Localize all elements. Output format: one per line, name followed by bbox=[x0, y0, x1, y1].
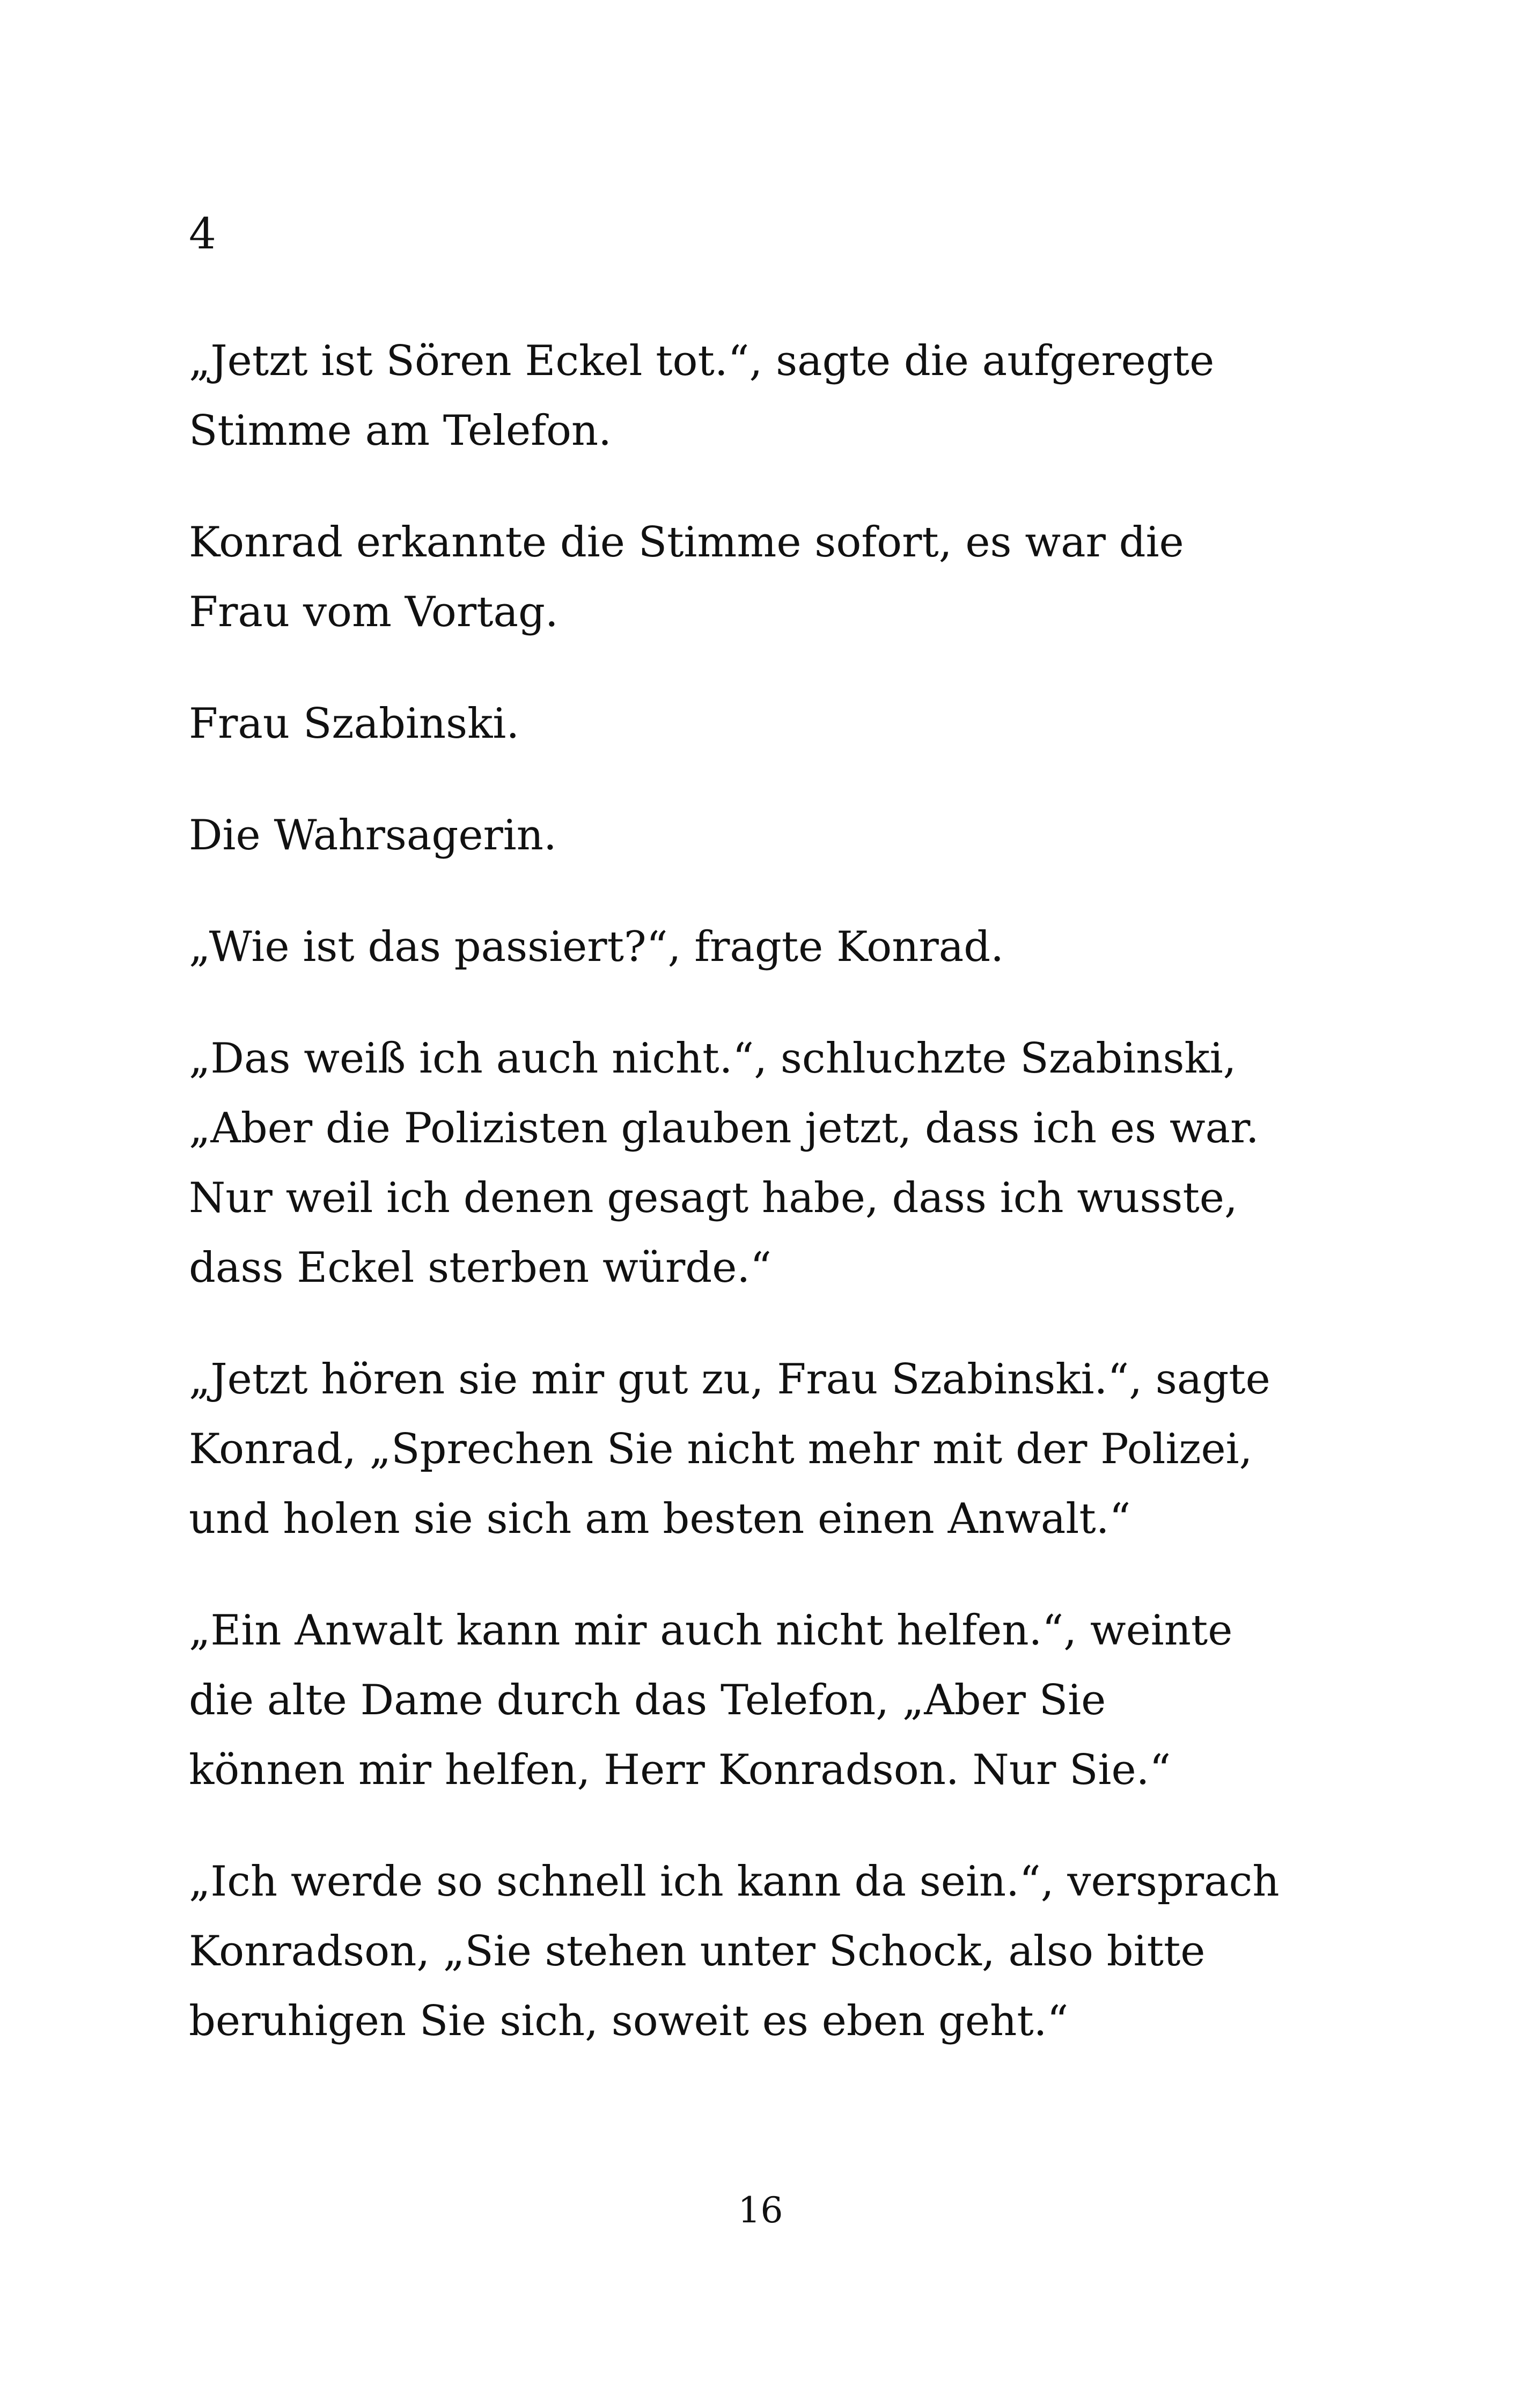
paragraph bbox=[189, 689, 1369, 759]
page-number: 16 bbox=[738, 2190, 783, 2231]
text-line: die alte Dame durch das Telefon, „Aber Sie bbox=[189, 1676, 1106, 1724]
chapter-number: 4 bbox=[189, 209, 216, 259]
page-text bbox=[189, 209, 1369, 2098]
text-line: Nur weil ich denen gesagt habe, dass ich wusste, bbox=[189, 1174, 1238, 1222]
text-line: beruhigen Sie sich, soweit es eben geht.“ bbox=[189, 1997, 1069, 2045]
text-line: Frau vom Vortag. bbox=[189, 588, 559, 636]
paragraph bbox=[189, 326, 1369, 466]
text-line: „Jetzt ist Sören Eckel tot.“, sagte die aufgeregte bbox=[189, 337, 1215, 385]
text-line: „Das weiß ich auch nicht.“, schluchzte Szabinski, bbox=[189, 1034, 1237, 1083]
paragraph bbox=[189, 1345, 1369, 1554]
paragraph bbox=[189, 508, 1369, 647]
text-line: und holen sie sich am besten einen Anwalt.“ bbox=[189, 1495, 1131, 1543]
text-line: können mir helfen, Herr Konradson. Nur Sie.“ bbox=[189, 1746, 1171, 1794]
text-line: Stimme am Telefon. bbox=[189, 407, 612, 455]
text-line: Frau Szabinski. bbox=[189, 700, 520, 748]
text-line: Konrad, „Sprechen Sie nicht mehr mit der Polizei, bbox=[189, 1425, 1253, 1473]
paragraph bbox=[189, 912, 1369, 982]
text-line: dass Eckel sterben würde.“ bbox=[189, 1244, 772, 1292]
text-line: Die Wahrsagerin. bbox=[189, 811, 557, 860]
paragraph bbox=[189, 1847, 1369, 2056]
text-line: Konradson, „Sie stehen unter Schock, also bitte bbox=[189, 1927, 1206, 1976]
text-line: „Jetzt hören sie mir gut zu, Frau Szabinski.“, sagte bbox=[189, 1355, 1270, 1404]
text-line: „Ein Anwalt kann mir auch nicht helfen.“, weinte bbox=[189, 1606, 1233, 1655]
text-line: „Ich werde so schnell ich kann da sein.“, versprach bbox=[189, 1858, 1280, 1906]
paragraph bbox=[189, 801, 1369, 870]
text-line: Konrad erkannte die Stimme sofort, es war die bbox=[189, 518, 1184, 567]
paragraph bbox=[189, 1024, 1369, 1303]
text-line: „Wie ist das passiert?“, fragte Konrad. bbox=[189, 923, 1004, 971]
paragraph bbox=[189, 1596, 1369, 1805]
text-line: „Aber die Polizisten glauben jetzt, dass ich es war. bbox=[189, 1104, 1259, 1152]
